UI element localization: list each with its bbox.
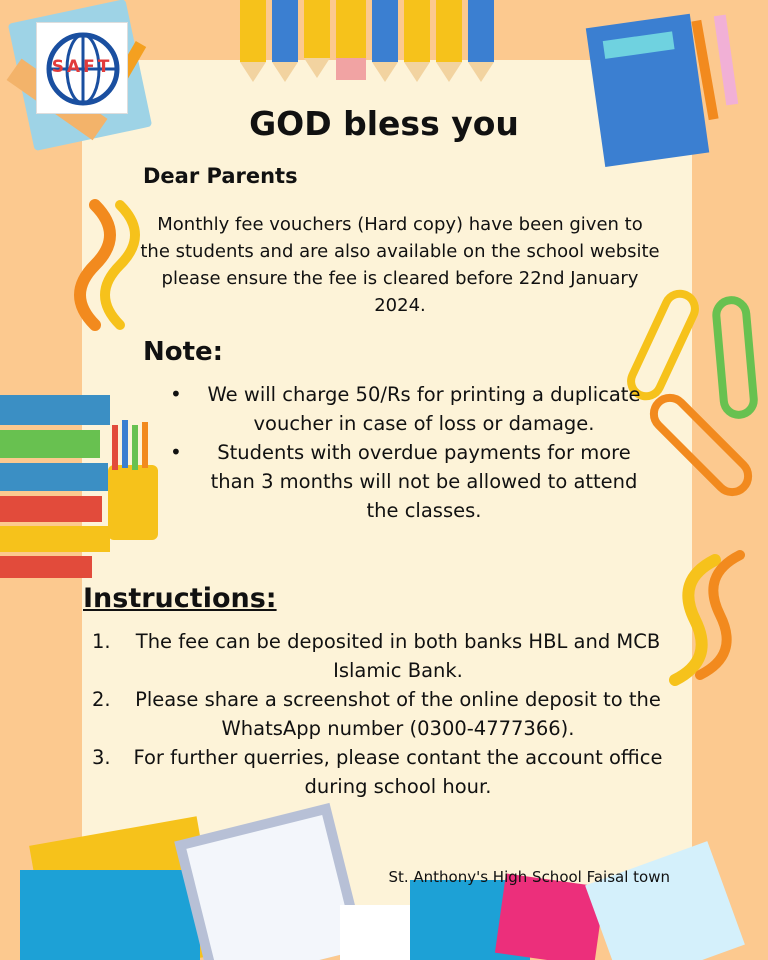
instruction-text: For further querries, please contant the account office during school hour. — [133, 746, 663, 798]
intro-paragraph: Monthly fee vouchers (Hard copy) have been given to the students and are also available on the school website please ensure the fee is cleared before 22nd January 2024. — [140, 214, 660, 316]
instruction-item — [92, 685, 682, 743]
instruction-number: 3. — [92, 746, 111, 769]
book-stack-left-icon — [0, 395, 158, 578]
instruction-number: 1. — [92, 630, 111, 653]
note-list — [170, 380, 650, 525]
school-logo — [36, 22, 128, 114]
page-title: GOD bless you — [249, 104, 519, 143]
greeting: Dear Parents — [143, 164, 298, 188]
pencils-top-icon — [240, 0, 494, 82]
instruction-number: 2. — [92, 688, 111, 711]
instruction-item — [92, 743, 682, 801]
instruction-item — [92, 627, 682, 685]
instruction-text: Please share a screenshot of the online deposit to the WhatsApp number (0300-4777366). — [135, 688, 661, 740]
instruction-text: The fee can be deposited in both banks HBL and MCB Islamic Bank. — [135, 630, 661, 682]
note-item: • Students with overdue payments for more than 3 months will not be allowed to attend the classes. — [170, 438, 650, 525]
school-name-footer: St. Anthony's High School Faisal town — [388, 868, 670, 886]
books-topright-icon — [586, 14, 738, 167]
instructions-list — [92, 627, 682, 801]
note-item: • We will charge 50/Rs for printing a duplicate voucher in case of loss or damage. — [170, 380, 650, 438]
logo-text: SAFT — [51, 57, 113, 77]
instructions-heading: Instructions: — [83, 583, 277, 614]
note-heading: Note: — [143, 337, 224, 367]
